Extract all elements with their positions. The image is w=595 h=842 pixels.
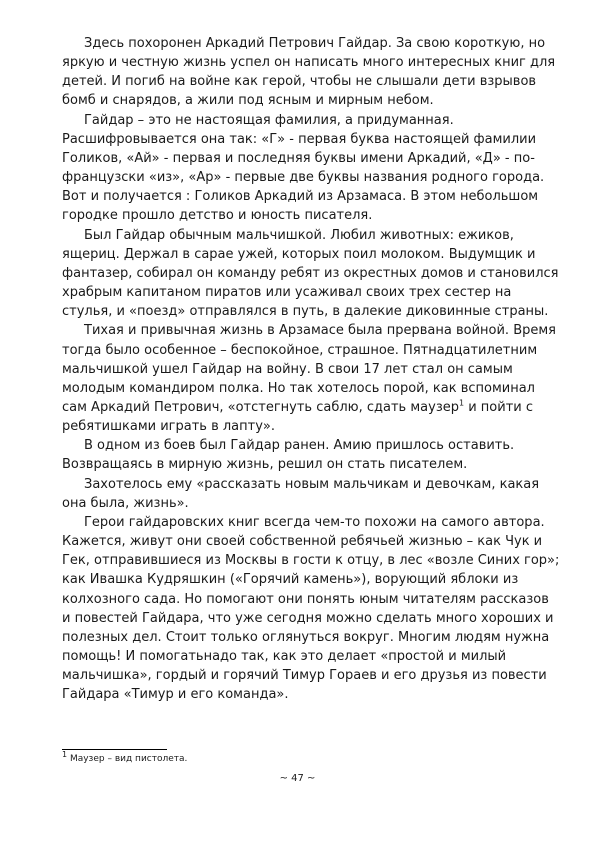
footnote-marker: 1 (62, 750, 68, 759)
page-number: ~ 47 ~ (279, 773, 316, 784)
paragraph-2: Гайдар – это не настоящая фамилия, а придуманная. Расшифровывается она так: «Г» - первая буква настоящей фамилии Голиков, «Ай» - первая и последняя буквы имени Аркадий, «Д» - по-французски «из», «Ар» - первые две буквы названия родного города. Вот и получается : Голиков Аркадий из Арзамаса. В этом небольшом городке прошло детство и юность писателя. (62, 112, 545, 224)
paragraph-4-text-after: и пойти с ребятишками играть в лапту». (62, 399, 533, 435)
footnote (62, 750, 560, 764)
paragraph-4-text-before: Тихая и привычная жизнь в Арзамасе была прервана войной. Время тогда было особенное – беспокойное, страшное. Пятнадцатилетним мальчишкой ушел Гайдар на войну. В свои 17 лет стал он самым молодым командиром полка. Но так хотелось порой, как вспоминал сам Аркадий Петрович, «отстегнуть саблю, сдать маузер (62, 323, 556, 415)
paragraph-1: Здесь похоронен Аркадий Петрович Гайдар. За свою короткую, но яркую и честную жизнь успел он написать много интересных книг для детей. И погиб на войне как герой, чтобы не слышали дети взрывов бомб и снарядов, а жили под ясным и мирным небом. (62, 36, 556, 109)
paragraph-7: Герои гайдаровских книг всегда чем-то похожи на самого автора. Кажется, живут они своей собственной ребячьей жизнью – как Чук и Гек, отправившиеся из Москвы в гости к отцу, в лес «возле Синих гор»; как Ивашка Кудряшкин («Горячий камень»), ворующий яблоки из колхозного сада. Но помогают они понять юным читателям рассказов и повестей Гайдара, что уже сегодня можно сделать много хороших и полезных дел. Стоит только оглянуться вокруг. Многим людям нужна помощь! И помогатьнадо так, как это делает «простой и милый мальчишка», гордый и горячий Тимур Гораев и его друзья из повести Гайдара «Тимур и его команда». (62, 514, 560, 703)
footnote-divider (62, 749, 167, 750)
paragraph-4 (62, 321, 560, 436)
paragraph-6: Захотелось ему «рассказать новым мальчикам и девочкам, какая она была, жизнь». (62, 476, 540, 511)
paragraph-3: Был Гайдар обычным мальчишкой. Любил животных: ежиков, ящериц. Держал в сарае ужей, которых поил молоком. Выдумщик и фантазер, собирал он команду ребят из окрестных домов и становился храбрым капитаном пиратов или усаживал своих трех сестер на стулья, и «поезд» отправлялся в путь, в далекие диковинные страны. (62, 227, 559, 320)
footnote-reference[interactable]: 1 (458, 398, 465, 408)
paragraph-5: В одном из боев был Гайдар ранен. Амию пришлось оставить. Возвращаясь в мирную жизнь, решил он стать писателем. (62, 438, 515, 473)
footnote-text: Маузер – вид пистолета. (67, 754, 188, 764)
body-text (62, 34, 560, 704)
